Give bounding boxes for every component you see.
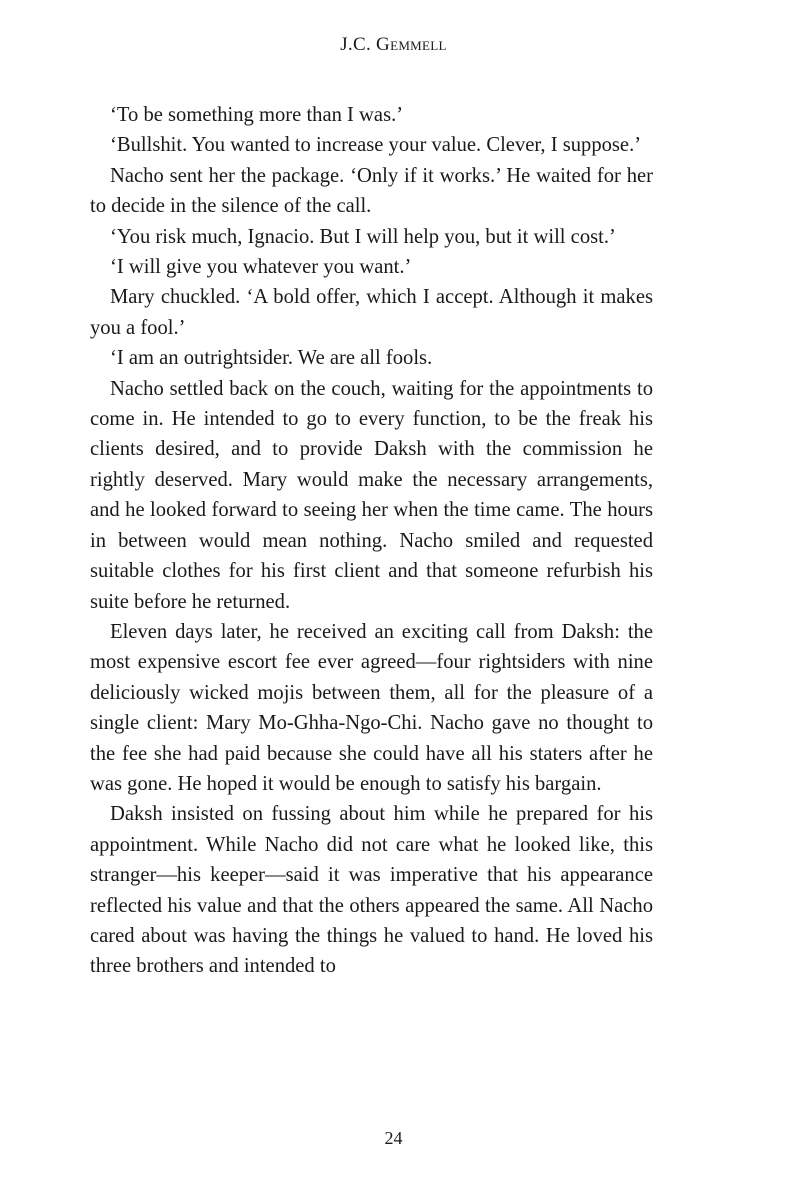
paragraph: Daksh insisted on fussing about him while he prepared for his appointment. While Nacho did not care what he looked like, this stranger—his keeper—said it was imperative that his appearance reflected his value and that the others appeared the same. All Nacho cared about was having the things he valued to hand. He loved his three brothers and intended to (90, 803, 653, 978)
paragraph: Mary chuckled. ‘A bold offer, which I accept. Although it makes you a fool.’ (90, 286, 653, 339)
paragraph: ‘You risk much, Ignacio. But I will help you, but it will cost.’ (110, 225, 616, 248)
page-number: 24 (384, 1128, 403, 1148)
paragraph: Nacho settled back on the couch, waiting for the appointments to come in. He intended to go to every function, to be the freak his clients desired, and to provide Daksh with the commission he rightly deserved. Mary would make the necessary arrangements, and he looked forward to seeing her when the time came. The hours in between would mean nothing. Nacho smiled and requested suitable clothes for his first client and that someone refurbish his suite before he returned. (90, 377, 653, 613)
paragraph: ‘Bullshit. You wanted to increase your value. Clever, I suppose.’ (110, 134, 642, 157)
running-head (0, 33, 787, 57)
paragraph: ‘To be something more than I was.’ (110, 104, 404, 126)
author-name: J.C. Gemmell (340, 34, 447, 55)
paragraph: Nacho sent her the package. ‘Only if it works.’ He waited for her to decide in the silence of the call. (90, 164, 653, 218)
paragraph: ‘I will give you whatever you want.’ (110, 256, 412, 279)
body-text (90, 100, 653, 982)
paragraph: Eleven days later, he received an exciting call from Daksh: the most expensive escort fee ever agreed—four rightsiders with nine deliciously wicked mojis between them, all for the pleasure of a single client: Mary Mo-Ghha-Ngo-Chi. Nacho gave no thought to the fee she had paid because she could have all his staters after he was gone. He hoped it would be enough to satisfy his bargain. (90, 620, 653, 795)
paragraph: ‘I am an outrightsider. We are all fools. (110, 347, 433, 370)
